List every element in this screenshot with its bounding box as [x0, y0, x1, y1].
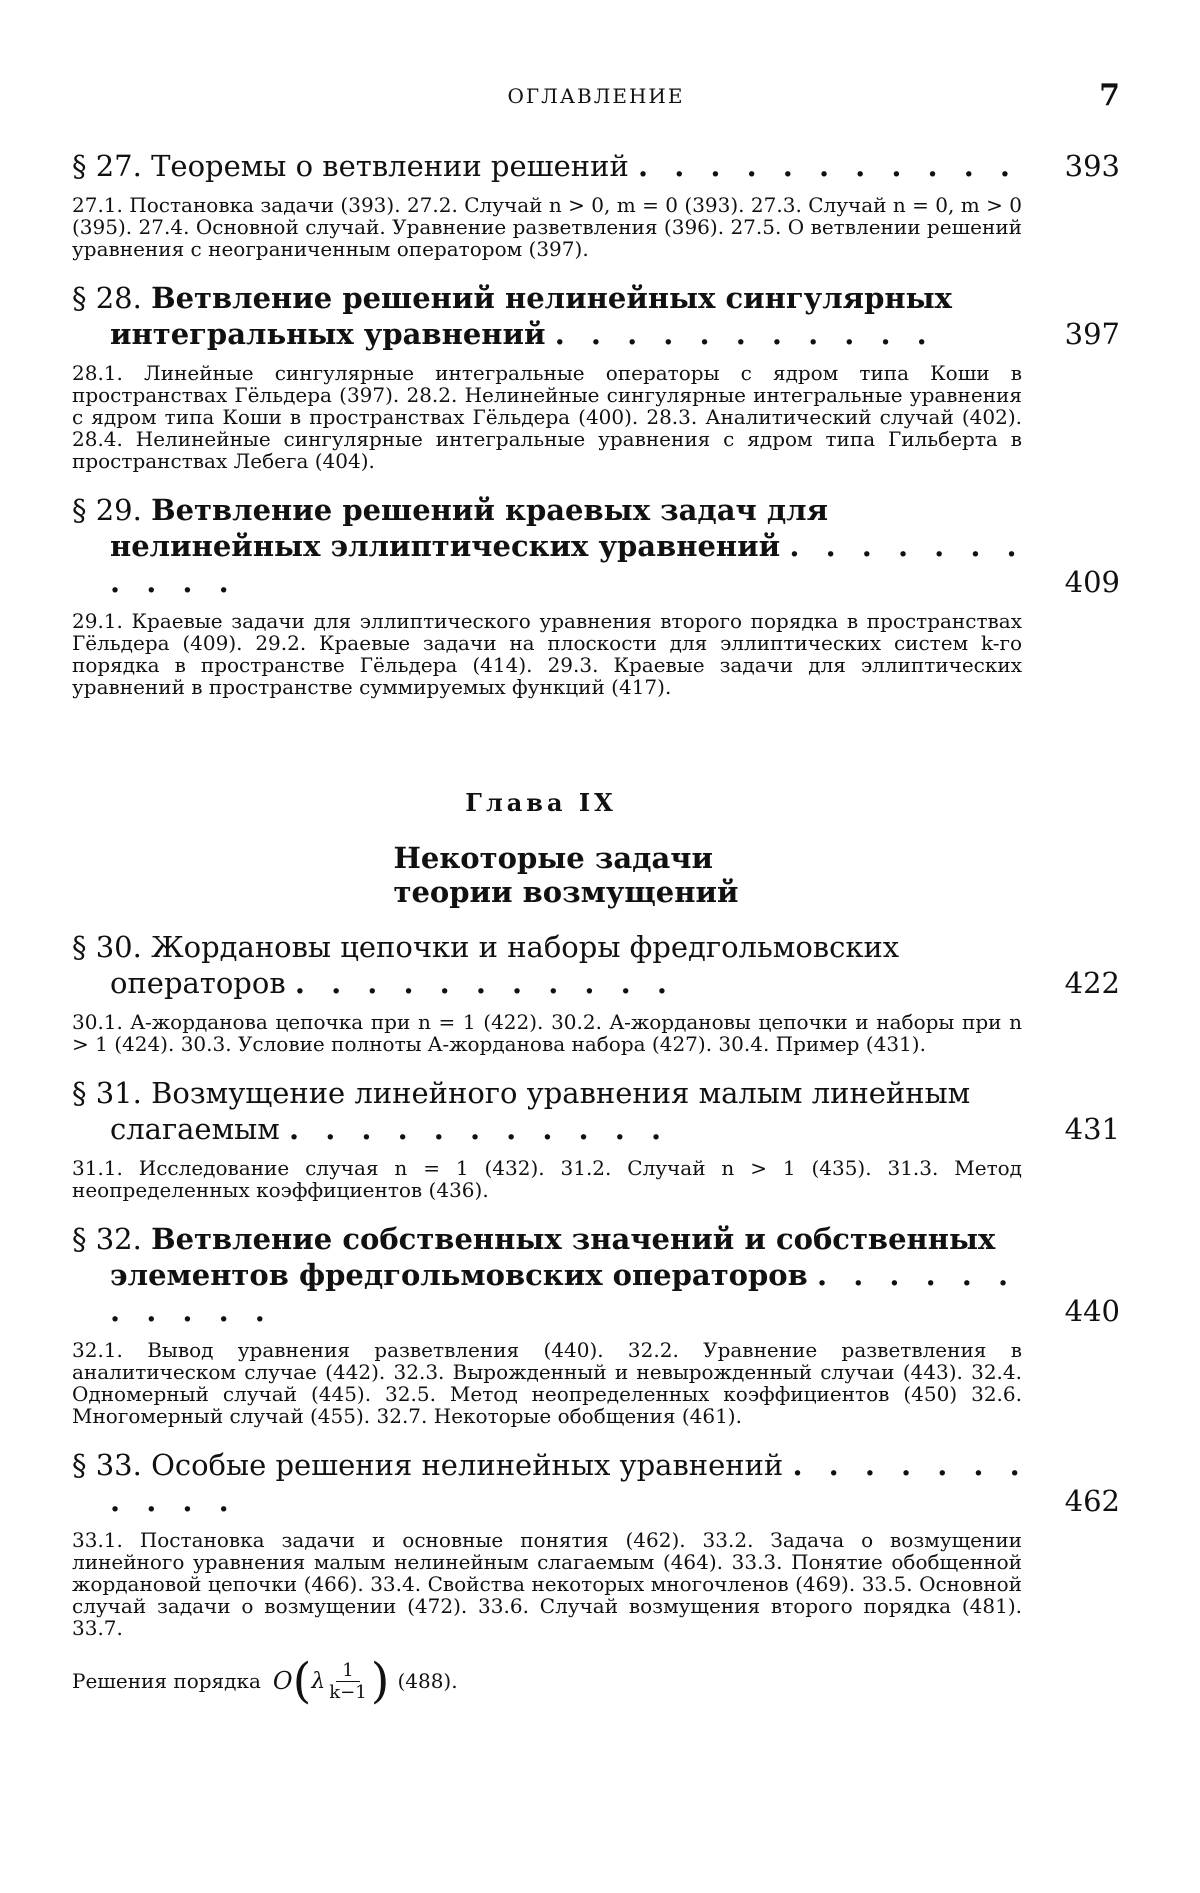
running-title: ОГЛАВЛЕНИЕ	[507, 84, 685, 108]
fraction-denominator: k−1	[329, 1681, 367, 1703]
section-title: Особые решения нелинейных уравнений	[151, 1448, 784, 1482]
subsection-list: 32.1. Вывод уравнения разветвления (440). 32.2. Уравнение разветвления в аналитическом случае (442). 32.3. Вырожденный и невырожденный случаи (443). 32.4. Одномерный случай (445). 32.5. Метод неопределенных коэффициентов (450) 32.6. Многомерный случай (455). 32.7. Некоторые обобщения (461).	[72, 1338, 1022, 1428]
section-number: § 31.	[72, 1076, 142, 1110]
section-title: Жордановы цепочки и наборы фредгольмовских операторов	[110, 930, 900, 1000]
chapter-title-line2: теории возмущений	[393, 875, 739, 909]
subsection-list: 29.1. Краевые задачи для эллиптического уравнения второго порядка в пространствах Гёльдера (409). 29.2. Краевые задачи на плоскости для эллиптических систем k-го порядка в пространстве Гёльдера (414). 29.3. Краевые задачи для эллиптических уравнений в пространстве суммируемых функций (417).	[72, 609, 1022, 699]
section-title: Ветвление решений нелинейных сингулярных интегральных уравнений	[110, 281, 952, 351]
subsection-list: 28.1. Линейные сингулярные интегральные операторы с ядром типа Коши в пространствах Гёльдера (397). 28.2. Нелинейные сингулярные интегральные уравнения с ядром типа Коши в пространствах Гёльдера (400). 28.3. Аналитический случай (402). 28.4. Нелинейные сингулярные интегральные уравнения с ядром типа Гильберта в пространствах Лебега (404).	[72, 361, 1022, 473]
leader-dots: . . . . . . . . . . .	[110, 1258, 1017, 1328]
leader-dots: . . . . . . . . . . .	[110, 529, 1025, 599]
section-heading	[72, 492, 1046, 600]
section-heading	[72, 148, 1046, 184]
section-number: § 27.	[72, 149, 142, 183]
chapter-title	[394, 841, 739, 909]
toc-entry	[72, 1447, 1120, 1639]
section-heading	[72, 280, 1046, 352]
last-line-ref: (488).	[397, 1669, 458, 1693]
chapter-heading	[0, 788, 1120, 909]
section-number: § 33.	[72, 1448, 142, 1482]
toc-entry	[72, 929, 1120, 1055]
section-heading	[72, 929, 1046, 1001]
leader-dots: . . . . . . . . . . .	[554, 317, 935, 351]
section-page: 422	[1064, 966, 1120, 1000]
lambda-symbol: λ	[311, 1668, 326, 1694]
chapter-label: Глава IX	[465, 788, 617, 817]
toc-page	[72, 78, 1120, 1709]
section-title: Ветвление решений краевых задач для нелинейных эллиптических уравнений	[110, 493, 829, 563]
section-title: Возмущение линейного уравнения малым линейным слагаемым	[110, 1076, 971, 1146]
section-line	[72, 148, 1120, 184]
right-paren: )	[370, 1653, 390, 1709]
section-line	[72, 1075, 1120, 1147]
leader-dots: . . . . . . . . . . .	[638, 149, 1019, 183]
section-heading	[72, 1075, 1046, 1147]
toc-entry	[72, 280, 1120, 472]
subsection-list: 31.1. Исследование случая n = 1 (432). 31.2. Случай n > 1 (435). 31.3. Метод неопределенных коэффициентов (436).	[72, 1156, 1022, 1202]
exponent-fraction	[329, 1660, 366, 1703]
leader-dots: . . . . . . . . . . .	[294, 966, 675, 1000]
section-page: 409	[1064, 565, 1120, 599]
last-subentry-line	[72, 1653, 1120, 1709]
section-page: 462	[1064, 1484, 1120, 1518]
toc-entry	[72, 1221, 1120, 1427]
section-line	[72, 1221, 1120, 1329]
section-page: 397	[1064, 317, 1120, 351]
section-page: 431	[1064, 1112, 1120, 1146]
last-line-text: Решения порядка	[72, 1669, 261, 1693]
section-heading	[72, 1221, 1046, 1329]
subsection-list: 27.1. Постановка задачи (393). 27.2. Случай n > 0, m = 0 (393). 27.3. Случай n = 0, m > 0 (395). 27.4. Основной случай. Уравнение разветвления (396). 27.5. О ветвлении решений уравнения с неограниченным оператором (397).	[72, 193, 1022, 261]
section-line	[72, 280, 1120, 352]
subsection-list: 33.1. Постановка задачи и основные понятия (462). 33.2. Задача о возмущении линейного уравнения малым нелинейным слагаемым (464). 33.3. Понятие обобщенной жордановой цепочки (466). 33.4. Свойства некоторых многочленов (469). 33.5. Основной случай задачи о возмущении (472). 33.6. Случай возмущения второго порядка (481). 33.7.	[72, 1528, 1022, 1640]
section-number: § 29.	[72, 493, 142, 527]
section-number: § 32.	[72, 1222, 142, 1256]
toc-entry	[72, 492, 1120, 698]
toc-entries-before	[72, 148, 1120, 698]
section-heading	[72, 1447, 1046, 1519]
chapter-title-line1: Некоторые задачи	[393, 841, 713, 875]
page-number: 7	[1099, 78, 1120, 113]
toc-entries-after	[72, 929, 1120, 1639]
section-line	[72, 492, 1120, 600]
section-page: 440	[1064, 1294, 1120, 1328]
section-title: Теоремы о ветвлении решений	[151, 149, 629, 183]
toc-entry	[72, 1075, 1120, 1201]
subsection-list: 30.1. A-жорданова цепочка при n = 1 (422). 30.2. A-жордановы цепочки и наборы при n > 1 (424). 30.3. Условие полноты A-жорданова набора (427). 30.4. Пример (431).	[72, 1010, 1022, 1056]
big-o-symbol: O	[272, 1667, 293, 1695]
toc-entry	[72, 148, 1120, 260]
leader-dots: . . . . . . . . . . .	[110, 1448, 1028, 1518]
left-paren: (	[292, 1653, 312, 1709]
section-number: § 30.	[72, 930, 142, 964]
section-line	[72, 1447, 1120, 1519]
fraction-numerator: 1	[336, 1660, 359, 1682]
section-line	[72, 929, 1120, 1001]
page-header	[72, 78, 1120, 128]
section-number: § 28.	[72, 281, 142, 315]
section-title: Ветвление собственных значений и собственных элементов фредгольмовских операторов	[110, 1222, 996, 1292]
section-page: 393	[1064, 149, 1120, 183]
leader-dots: . . . . . . . . . . .	[289, 1112, 670, 1146]
